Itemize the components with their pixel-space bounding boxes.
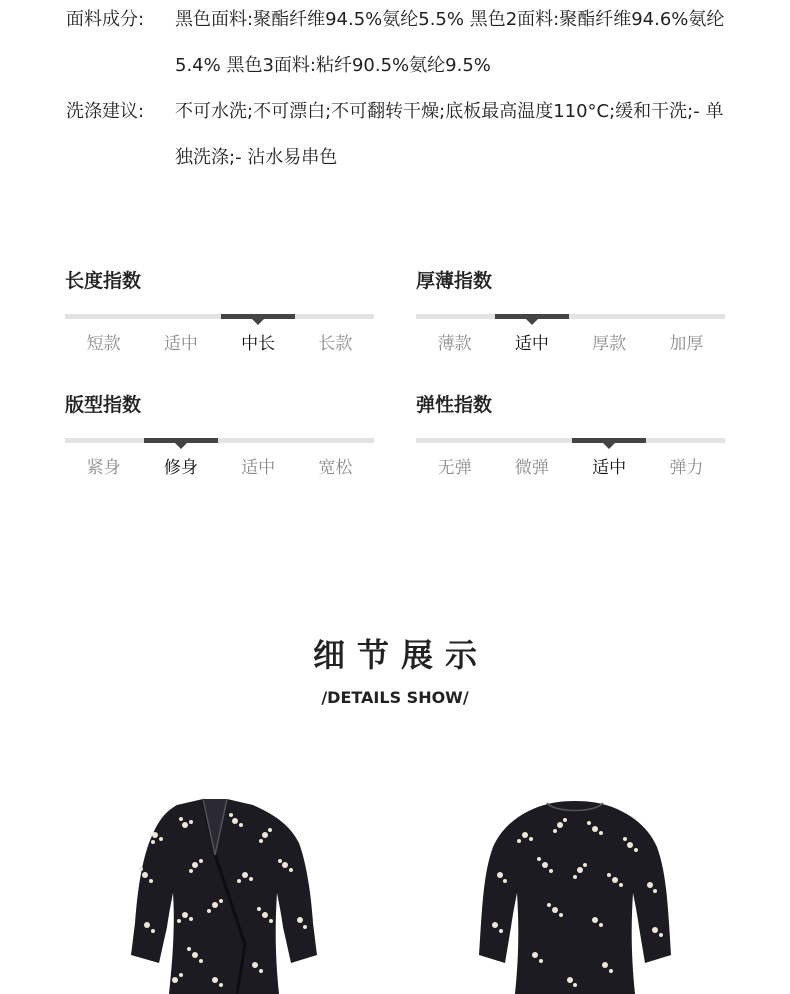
indicator-option: 中长 [241, 334, 276, 354]
indicator-marker [495, 314, 569, 319]
indicator-options [65, 456, 374, 480]
elasticity-indicator [416, 393, 725, 493]
indicator-option: 弹力 [669, 458, 704, 478]
length-indicator [65, 269, 374, 369]
indicator-track [416, 314, 725, 319]
dress-front-photo [95, 795, 335, 994]
indicator-option: 无弹 [437, 458, 472, 478]
indicator-marker [144, 438, 218, 443]
dress-front-illustration [95, 795, 335, 994]
details-section-title: 细节展示 [312, 636, 489, 674]
indicator-options [416, 332, 725, 356]
indicator-option: 适中 [592, 458, 627, 478]
indicator-track [65, 314, 374, 319]
indicator-option: 适中 [241, 458, 276, 478]
indicator-option: 厚款 [592, 334, 627, 354]
thickness-indicator [416, 269, 725, 369]
fabric-composition-row [66, 0, 736, 89]
indicator-options [65, 332, 374, 356]
dress-back-silhouette [479, 801, 671, 994]
dress-back-illustration [455, 795, 695, 994]
indicator-marker [221, 314, 295, 319]
indicator-option: 短款 [86, 334, 121, 354]
indicator-option: 适中 [163, 334, 198, 354]
dress-front-silhouette [131, 799, 317, 994]
indicator-option: 薄款 [437, 334, 472, 354]
fabric-label: 面料成分: [66, 9, 145, 30]
indicator-title: 弹性指数 [416, 394, 493, 416]
indicator-track [65, 438, 374, 443]
indicator-options [416, 456, 725, 480]
indicator-option: 修身 [163, 458, 198, 478]
indicator-option: 微弹 [514, 458, 549, 478]
indicator-option: 加厚 [669, 334, 704, 354]
indicator-track [416, 438, 725, 443]
wash-label: 洗涤建议: [66, 101, 145, 122]
indicator-title: 版型指数 [65, 394, 142, 416]
indicator-title: 厚薄指数 [416, 270, 493, 292]
indicator-option: 宽松 [318, 458, 353, 478]
dress-back-photo [455, 795, 695, 994]
indicator-marker [572, 438, 646, 443]
indicator-option: 长款 [318, 334, 353, 354]
indicator-option: 适中 [514, 334, 549, 354]
fabric-value: 黑色面料:聚酯纤维94.5%氨纶5.5% 黑色2面料:聚酯纤维94.6%氨纶5.4% 黑色3面料:粘纤90.5%氨纶9.5% [175, 9, 725, 76]
indicator-title: 长度指数 [65, 270, 142, 292]
fit-indicator [65, 393, 374, 493]
washing-advice-row [66, 89, 736, 181]
indicator-option: 紧身 [86, 458, 121, 478]
wash-value: 不可水洗;不可漂白;不可翻转干燥;底板最高温度110°C;缓和干洗;- 单独洗涤;- 沾水易串色 [175, 101, 724, 168]
details-section-subtitle: /DETAILS SHOW/ [321, 688, 469, 707]
